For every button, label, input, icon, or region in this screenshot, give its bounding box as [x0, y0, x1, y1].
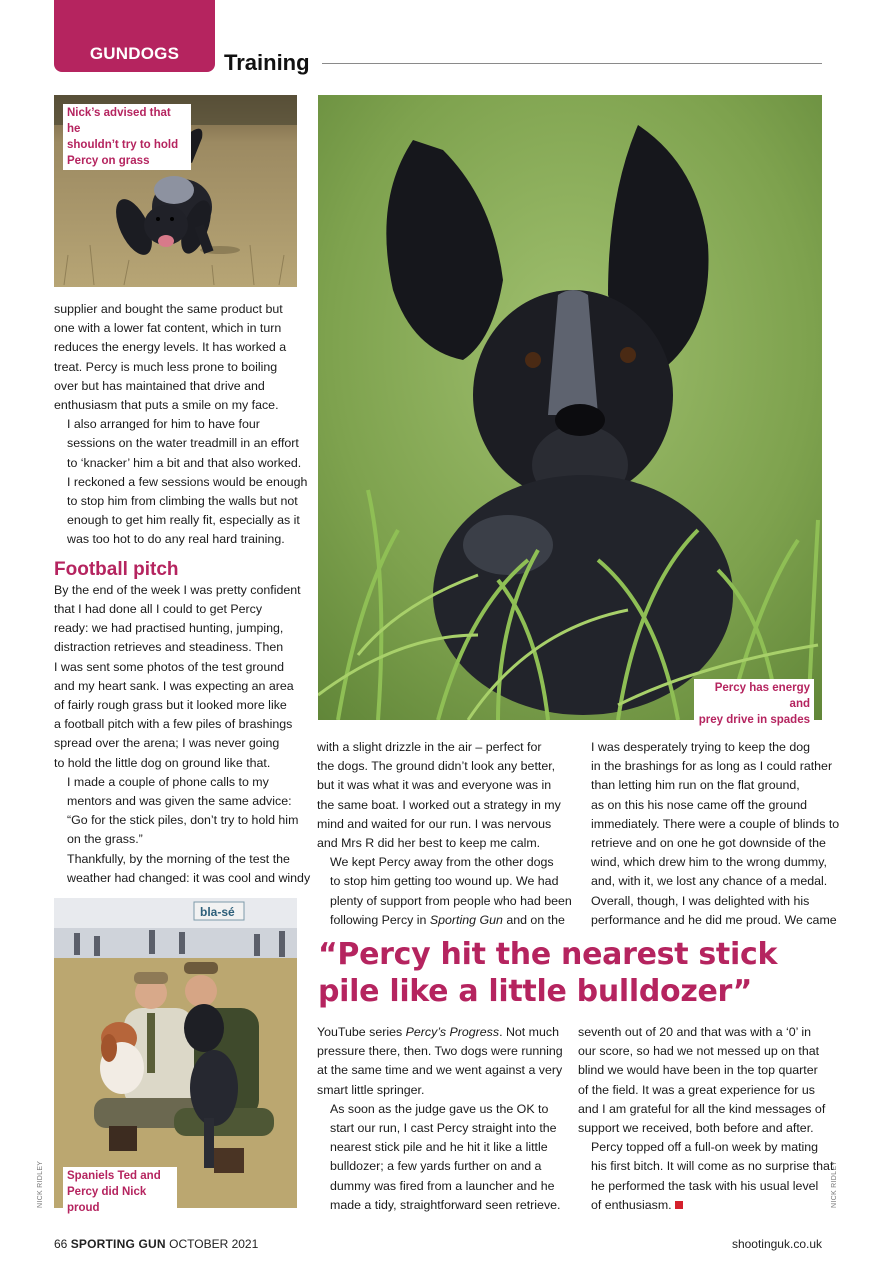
page-title: Training: [224, 50, 310, 75]
pull-quote: “Percy hit the nearest stick pile like a little bulldozer”: [318, 937, 778, 1009]
photo-percy-main: [318, 95, 822, 720]
article-column-1: [54, 300, 311, 888]
paragraph: with a slight drizzle in the air – perfect for the dogs. The ground didn’t look any better, but it was what it was and everyone was in the same boat. I worked out a strategy in my mind and waited for our run. I was nervous and Mrs R did her best to keep me calm.: [317, 740, 561, 851]
paragraph: seventh out of 20 and that was with a ‘0’ in our score, so had we not messed up on that blind we would have been in the top quarter of the field. It was a great experience for us and I am grateful for all the kind messages of support we received, both before and after.: [578, 1025, 826, 1136]
magazine-name: SPORTING GUN: [70, 1237, 166, 1251]
header-divider: [322, 63, 822, 64]
photo-caption-bottom-left: Spaniels Ted and Percy did Nick proud: [63, 1167, 177, 1217]
article-column-2-upper: [317, 738, 572, 930]
footer-folio: [54, 1237, 258, 1251]
banner-text: bla-sé: [200, 905, 235, 919]
paragraph: supplier and bought the same product but one with a lower fat content, which in turn reduces the energy levels. It has worked a treat. Percy is much less prone to boiling over but has maintained that drive and enthusiasm that puts a smile on my face.: [54, 302, 287, 413]
section-label: GUNDOGS: [89, 44, 180, 63]
paragraph: We kept Percy away from the other dogs to stop him getting too wound up. We had plenty of support from people who had been following Percy in Sporting Gun and on the: [330, 855, 572, 927]
page-number: 66: [54, 1237, 68, 1251]
photo-credit-left: NICK RIDLEY: [37, 1160, 44, 1208]
photo-caption-main: Percy has energy and prey drive in spades: [694, 679, 814, 729]
paragraph: I was desperately trying to keep the dog in the brashings for as long as I could rather than letting him run on the flat ground, as on this his nose came off the ground immediately. There were a couple of blinds to retrieve and on one he got downside of the wind, which drew him to the wrong dummy, and, with it, we lost any chance of a medal.: [591, 740, 840, 889]
paragraph: Overall, though, I was delighted with his performance and he did me proud. We came: [591, 893, 837, 927]
article-column-2-lower: [317, 1023, 562, 1215]
paragraph: YouTube series Percy’s Progress. Not much pressure there, then. Two dogs were running at the same time and we went against a very smart little springer.: [317, 1025, 563, 1097]
paragraph: I also arranged for him to have four sessions on the water treadmill in an effort to ‘knacker’ him a bit and that also worked. I reckoned a few sessions would be enough to stop him from climbing the walls but not enough to get him really fit, especially as it was too hot to do any real hard training.: [67, 417, 308, 547]
paragraph: I made a couple of phone calls to my mentors and was given the same advice: “Go for the stick piles, don’t try to hold him on the grass.”: [67, 774, 299, 847]
end-of-article-mark: [675, 1201, 683, 1209]
photo-caption-top-left: Nick’s advised that he shouldn’t try to hold Percy on grass: [63, 104, 191, 170]
article-column-3-upper: [578, 738, 840, 930]
paragraph: Thankfully, by the morning of the test the weather had changed: it was cool and windy: [67, 851, 311, 885]
article-column-3-lower: [578, 1023, 834, 1215]
paragraph: By the end of the week I was pretty confident that I had done all I could to get Percy ready: we had practised hunting, jumping, distraction retrieves and steadiness. Then I was sent some photos of the test ground and my heart sank. I was expecting an area of fairly rough grass but it looked more like a football pitch with a few piles of brashings spread over the arena; I was never going to hold the little dog on ground like that.: [54, 582, 301, 770]
footer-website: shootinguk.co.uk: [731, 1237, 822, 1251]
section-tab: [54, 0, 215, 72]
photo-credit-right: NICK RIDLEY: [831, 1160, 838, 1208]
paragraph: Percy topped off a full-on week by mating his first bitch. It will come as no surprise that he performed the task with his usual level of enthusiasm.: [591, 1140, 834, 1212]
photo-nick-and-dogs: [54, 898, 297, 1208]
subheading: Football pitch: [54, 558, 179, 580]
issue-date: OCTOBER 2021: [169, 1237, 259, 1251]
paragraph: As soon as the judge gave us the OK to start our run, I cast Percy straight into the nearest stick pile and he hit it like a little bulldozer; a few yards further on and a dummy was fired from a launcher and he made a tidy, straightforward seen retrieve.: [330, 1101, 561, 1212]
